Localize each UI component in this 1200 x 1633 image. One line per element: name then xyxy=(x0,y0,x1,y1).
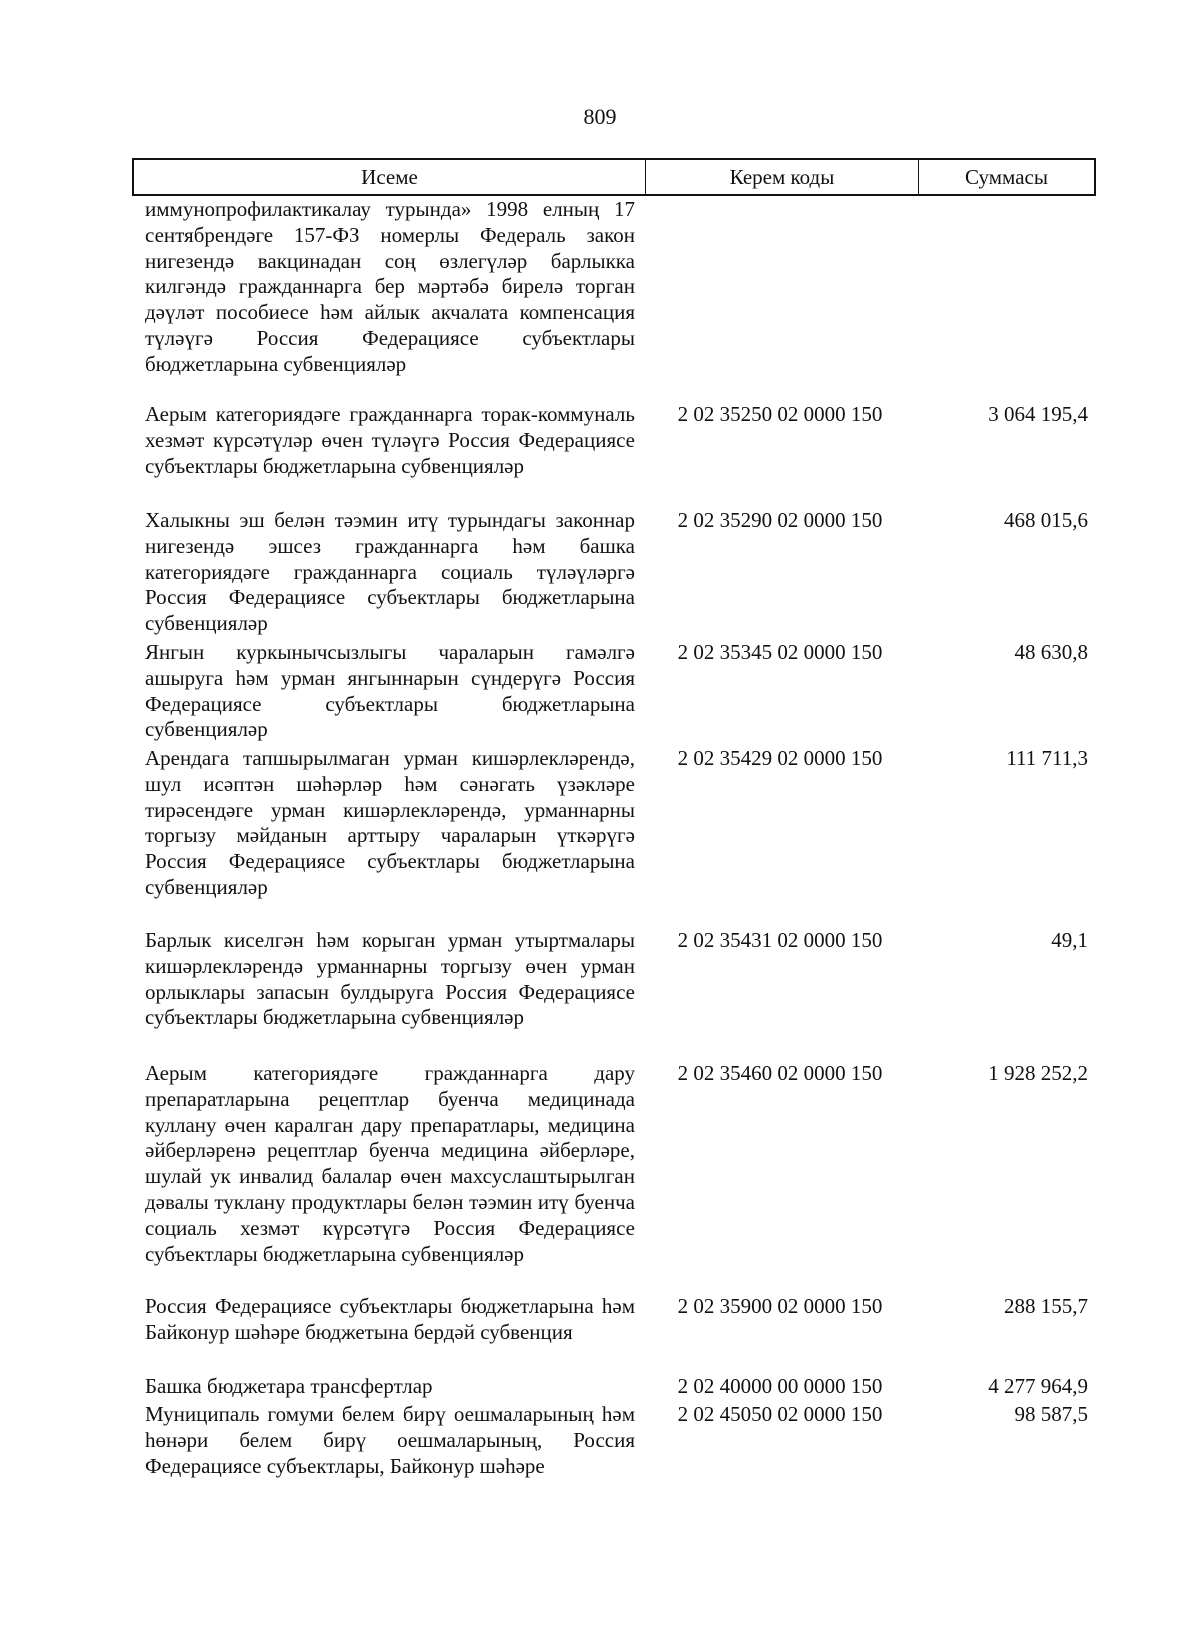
row-sum: 4 277 964,9 xyxy=(988,1374,1088,1398)
row-name: Муниципаль гомуми белем бирү оешмаларының һәм һөнәри белем бирү оешмаларының, Россия Федерациясе субъектлары, Байконур шәһәре xyxy=(145,1402,635,1478)
header-sum: Суммасы xyxy=(965,164,1048,189)
table-header xyxy=(132,158,1096,196)
row-code: 2 02 35429 02 0000 150 xyxy=(677,746,883,770)
row-sum: 98 587,5 xyxy=(1014,1402,1088,1426)
row-name: Янгын куркынычсызлыгы чараларын гамәлгә ашыруга һәм урман янгыннарын сүндерүгә Россия Федерациясе субъектлары бюджетларына субвенцияләр xyxy=(145,640,635,742)
row-code: 2 02 35250 02 0000 150 xyxy=(677,402,883,426)
row-code: 2 02 35431 02 0000 150 xyxy=(677,928,883,952)
row-code: 2 02 35900 02 0000 150 xyxy=(677,1294,883,1318)
row-sum: 111 711,3 xyxy=(1006,746,1088,770)
row-name: иммунопрофилактикалау турында» 1998 елның 17 сентябрендәге 157-ФЗ номерлы Федераль закон нигезендә вакцинадан соң өзлегүләр барлыкка килгәндә гражданнарга бер мәртәбә бирелә торган дәүләт пособиесе һәм айлык акчалата компенсация түләүгә Россия Федерациясе субъектлары бюджетларына субвенцияләр xyxy=(145,197,635,376)
row-name: Халыкны эш белән тәэмин итү турындагы законнар нигезендә эшсез гражданнарга һәм башка категориядәге гражданнарга социаль түләүләргә Россия Федерациясе субъектлары бюджетларына субвенцияләр xyxy=(145,508,635,636)
row-name: Россия Федерациясе субъектлары бюджетларына һәм Байконур шәһәре бюджетына бердәй субвенция xyxy=(145,1294,635,1344)
header-name: Исеме xyxy=(134,160,646,194)
row-sum: 3 064 195,4 xyxy=(988,402,1088,426)
row-name: Башка бюджетара трансфертлар xyxy=(145,1374,433,1398)
row-name: Арендага тапшырылмаган урман кишәрлекләрендә, шул исәптән шәһәрләр һәм сәнәгать үзәкләре тирәсендәге урман кишәрлекләрендә, урманнарны торгызу мәйданын арттыру чараларын үткәрүгә Россия Федерациясе субъектлары бюджетларына субвенцияләр xyxy=(145,746,635,899)
row-name: Барлык киселгән һәм корыган урман утыртмалары кишәрлекләрендә урманнарны торгызу өчен урман орлыклары запасын булдыруга Россия Федерациясе субъектлары бюджетларына субвенцияләр xyxy=(145,928,635,1030)
row-sum: 49,1 xyxy=(1051,928,1088,952)
row-code: 2 02 45050 02 0000 150 xyxy=(677,1402,883,1426)
row-name: Аерым категориядәге гражданнарга торак-коммуналь хезмәт күрсәтүләр өчен түләүгә Россия Федерациясе субъектлары бюджетларына субвенцияләр xyxy=(145,402,635,478)
row-code: 2 02 35290 02 0000 150 xyxy=(677,508,883,532)
row-sum: 288 155,7 xyxy=(1004,1294,1088,1318)
row-name: Аерым категориядәге гражданнарга дару препаратларына рецептлар буенча медицинада куллану өчен каралган дару препаратлары, медицина әйберләренә рецептлар буенча медицина әйберләре, шулай ук инвалид балалар өчен махсуслаштырылган дәвалы туклану продуктлары белән тәэмин итү буенча социаль хезмәт күрсәтүгә Россия Федерациясе субъектлары бюджетларына субвенцияләр xyxy=(145,1061,635,1266)
row-code: 2 02 35345 02 0000 150 xyxy=(677,640,883,664)
row-sum: 468 015,6 xyxy=(1004,508,1088,532)
row-sum: 48 630,8 xyxy=(1014,640,1088,664)
page-number: 809 xyxy=(583,104,617,129)
row-code: 2 02 40000 00 0000 150 xyxy=(677,1374,883,1398)
header-code: Керем коды xyxy=(646,160,919,194)
row-code: 2 02 35460 02 0000 150 xyxy=(677,1061,883,1085)
row-sum: 1 928 252,2 xyxy=(988,1061,1088,1085)
